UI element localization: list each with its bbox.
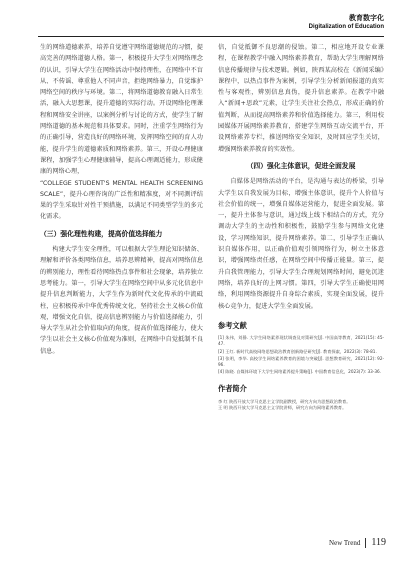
left-column: [40, 42, 203, 357]
author-bio-heading: 作者简介: [218, 384, 247, 394]
right-column: [218, 42, 384, 412]
section-title-en: Digitalization of Education: [308, 24, 384, 30]
section-heading: （三）强化理性构建，提高价值选择能力: [40, 229, 163, 238]
author-bio: 李 红 陕西开放大学马克思主义学院副教授，研究方向为思想政治教育。: [218, 398, 351, 404]
reference-item: [2] 王红. 新时代高校网络思想政治教育创新路径研究[J]. 教育探索，2022(3): 78-81.: [218, 348, 377, 354]
reference-item: [3] 张明，李华. 高校学生网络素养教育的困境与突破[J]. 思想教育研究，2021(12): 92-96.: [218, 355, 384, 367]
references-heading: 参考文献: [218, 320, 247, 330]
journal-name: New Trend: [329, 538, 361, 547]
body-paragraph: 构建大学生安全理性，可以根据大学生理论知识储备、理解和评价各类网络信息，培养思辨精神，提高对网络信息的辨别能力，理性看待网络热点事件和社会现象，培养独立思考能力。第一，引导大学生在网络空间中从多元化信息中提升信息判断能力，大学生作为新时代文化传承的中流砥柱，应积极传承中华优秀传统文化，坚持社会主义核心价值观，增强文化自信，提高信息辨别能力与价值选择能力，引导大学生从社会价值取向的角度，提高价值选择能力，使大学生以社会主义核心价值观为准则，在网络中自觉抵制不良信息。: [40, 246, 203, 355]
reference-item: [4] 陈晓. 自媒体环境下大学生网络素养提升策略[J]. 中国教育信息化，2023(7): 33-36.: [218, 369, 381, 375]
body-paragraph: 生的网络道德素养，培养自觉遵守网络道德规范的习惯，提高完善的网络道德人格。第一，积极提升大学生对网络理念的认识，引导大学生在网络活动中保持理性，在网络中不盲从、不传谣、尊重他人不同声音，拒绝网络暴力，自觉维护网络空间的秩序与环境。第二，将网络道德教育融入日常生活，融入大思想课，提升道德的实际行动。开设网络伦理课程和网络安全讲座，以案例分析与讨论的方式，使学生了解网络道德的基本规范和具体要求。同时，注重学生网络行为的正确引导，营造良好的网络环境，发挥网络空间的育人功能，提升学生的道德素质和网络素养。第三，开设心理健康课程，加强学生心理健康辅导，提高心理调适能力，形成健康的网络心理，: [40, 44, 203, 176]
footer-divider: [365, 538, 366, 548]
section-title-cn: 教育数字化: [349, 14, 384, 22]
section-heading: （四）强化主体意识，促进全面发展: [246, 161, 356, 170]
running-header: [309, 14, 384, 31]
page-footer: [329, 537, 386, 548]
page-number: 119: [371, 537, 386, 548]
body-paragraph: 自媒体是网络活动的平台，是沟通与表达的桥梁，引导大学生以自我发展为目标，增强主体意识，提升个人价值与社会价值的统一，增强自媒体运营能力，促进全面发展。第一，提升主体参与意识，通过线上线下相结合的方式，充分调动大学生的主动性和积极性，鼓励学生参与网络文化建设，学习网络知识，提升网络素养。第二，引导学生正确认识自媒体作用，以正确价值观引领网络行为，树立主体意识，增强网络责任感，在网络空间中传播正能量。第三，提升自我管理能力，引导大学生合理规划网络时间，避免沉迷网络，培养良好的上网习惯。第四，引导大学生正确使用网络，利用网络资源提升自身综合素质，实现全面发展，提升核心竞争力，促进大学生全面发展。: [218, 178, 384, 310]
body-paragraph: 信，自觉抵御不良思潮的侵蚀。第二，相应地开设专业课程，在课程教学中融入网络素养教育，帮助大学生理解网络信息传播规律与技术逻辑。例如，陕西某高校在《新闻采编》课程中，以热点事件为案例，引导学生分析新闻报道的真实性与客观性，辨别信息真伪，提升信息素养。在教学中融入“新闻+思政”元素，让学生关注社会热点，形成正确的价值判断，从而提高网络素养和价值选择能力。第三，利用校园媒体开展网络素养教育，搭建学生网络互动交流平台，开设网络素养专栏，推送网络安全知识，及时回应学生关切，增强网络素养教育的实效性。: [218, 44, 384, 153]
header-rule: [38, 36, 384, 37]
reference-item: [1] 朱伟，刘静. 大学生网络素养现状调查及对策研究[J]. 中国高等教育，2021(15): 45-47.: [218, 335, 384, 347]
body-paragraph: “COLLEGE STUDENT'S MENTAL HEALTH SCREENING SCALE”，提升心理咨询的广泛性和精准度，对不同测评结果的学生采取针对性干预措施，以满足不同类型学生的多元化需求。: [40, 179, 203, 221]
author-bio: 王 明 陕西开放大学马克思主义学院讲师，研究方向为网络素养教育。: [218, 405, 347, 411]
